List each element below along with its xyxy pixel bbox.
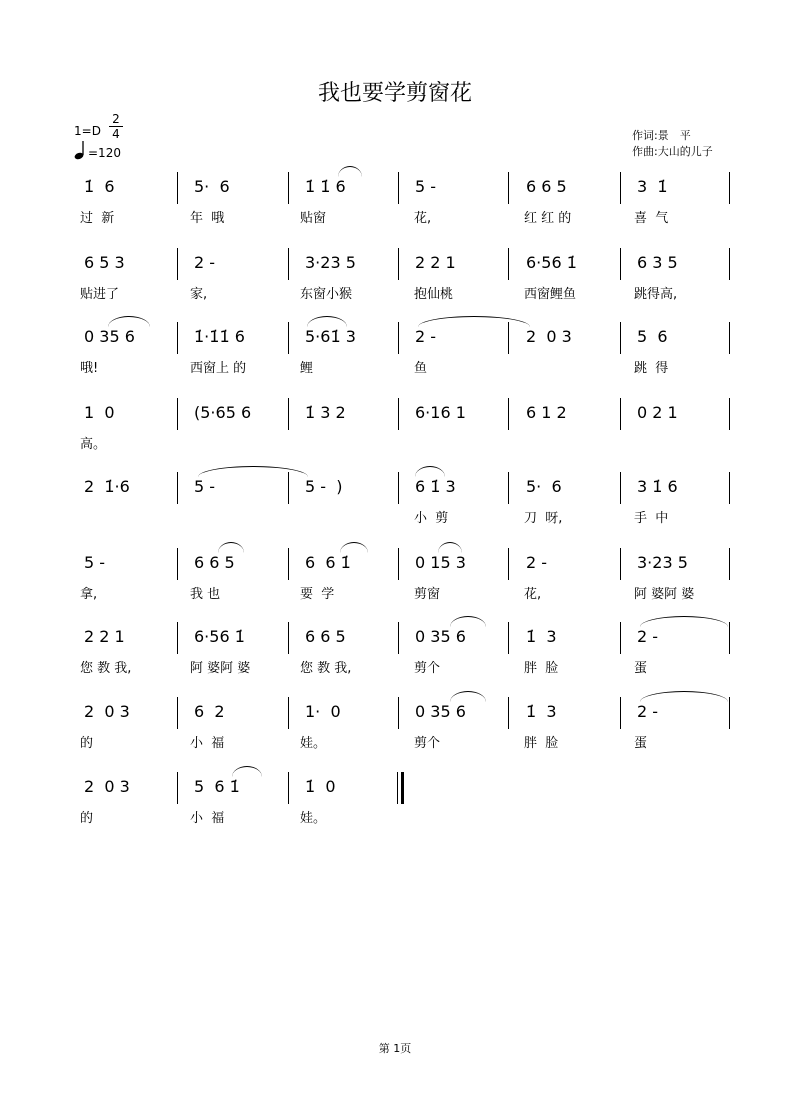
barline (177, 248, 178, 280)
barline (508, 548, 509, 580)
slur-arc (450, 691, 486, 702)
measure-notes: 2 - (637, 627, 659, 646)
barline (508, 398, 509, 430)
measure-notes: 2 1̇·6 (84, 477, 130, 496)
lyric-text: 胖 脸 (524, 736, 559, 751)
measure-notes: 3·23 5 (305, 253, 356, 272)
time-signature-top: 2 (112, 112, 120, 126)
barline (177, 772, 178, 804)
lyric-text: 贴窗 (300, 211, 327, 226)
barline (177, 622, 178, 654)
quarter-note-icon (74, 140, 88, 160)
measure-notes: 1̇ 3 (526, 702, 557, 721)
measure-notes: 5· 6 (194, 177, 230, 196)
measure-notes: 2 0 3 (526, 327, 572, 346)
measure-notes: 0 2 1 (637, 403, 678, 422)
barline (729, 548, 730, 580)
slur-arc (338, 166, 362, 177)
barline (288, 697, 289, 729)
page-number: 第 1页 (378, 1042, 412, 1055)
barline (398, 697, 399, 729)
final-barline-thin (397, 772, 398, 804)
lyric-text: 胖 脸 (524, 661, 559, 676)
lyric-text: 抱仙桃 (414, 287, 454, 302)
measure-notes: 6 3 5 (637, 253, 678, 272)
barline (398, 248, 399, 280)
lyric-text: 剪个 (414, 736, 441, 751)
measure-notes: 6·56 1̇ (526, 253, 577, 272)
barline (729, 248, 730, 280)
score-row (0, 548, 790, 618)
measure-notes: 1 0 (84, 403, 115, 422)
lyric-text: 要 学 (300, 587, 335, 602)
lyric-text: 您 教 我, (80, 661, 132, 676)
measure-notes: 6 1̇ 3 (415, 477, 456, 496)
measure-notes: 5 - (84, 553, 106, 572)
slur-arc (218, 542, 244, 553)
barline (729, 472, 730, 504)
measure-notes: 6 6 5 (305, 627, 346, 646)
final-barline-thick (401, 772, 404, 804)
lyric-text: 蛋 (634, 661, 648, 676)
barline (620, 172, 621, 204)
slur-arc (232, 766, 262, 777)
lyric-text: 剪窗 (414, 587, 441, 602)
lyric-text: 鲤 (300, 361, 314, 376)
measure-notes: 6·56 1̇ (194, 627, 245, 646)
lyric-text: 跳得高, (634, 287, 678, 302)
measure-notes: 2 - (526, 553, 548, 572)
barline (729, 398, 730, 430)
lyric-text: 红 红 的 (524, 211, 572, 226)
barline (508, 622, 509, 654)
lyric-text: 西窗鲤鱼 (524, 287, 577, 302)
barline (177, 472, 178, 504)
measure-notes: 5 - ) (305, 477, 343, 496)
lyric-text: 小 福 (190, 736, 225, 751)
tempo-value: =120 (88, 146, 121, 160)
lyric-text: 花, (414, 211, 432, 226)
lyric-text: 贴进了 (80, 287, 120, 302)
slur-arc (340, 542, 368, 553)
barline (177, 697, 178, 729)
barline (508, 472, 509, 504)
measure-notes: 6 5 3 (84, 253, 125, 272)
lyric-text: 手 中 (634, 511, 669, 526)
barline (508, 248, 509, 280)
lyric-text: 的 (80, 736, 94, 751)
measure-notes: 0 35 6 (415, 702, 466, 721)
barline (398, 398, 399, 430)
lyric-text: 娃。 (300, 736, 327, 751)
lyric-text: 我 也 (190, 587, 221, 602)
barline (288, 622, 289, 654)
lyric-text: 拿, (80, 587, 98, 602)
barline (398, 172, 399, 204)
measure-notes: 1̇ 6 (84, 177, 115, 196)
barline (620, 472, 621, 504)
lyric-text: 哦! (80, 361, 99, 376)
lyricist-credit: 作词:景 平 (632, 129, 691, 142)
barline (620, 697, 621, 729)
barline (508, 172, 509, 204)
lyric-text: 刀 呀, (524, 511, 563, 526)
measure-notes: 6 6 5 (526, 177, 567, 196)
measure-notes: 5· 6 (526, 477, 562, 496)
measure-notes: 1· 0 (305, 702, 341, 721)
barline (177, 398, 178, 430)
barline (288, 398, 289, 430)
lyric-text: 年 哦 (190, 211, 225, 226)
lyric-text: 剪个 (414, 661, 441, 676)
lyric-text: 东窗小猴 (300, 287, 353, 302)
measure-notes: 5 - (415, 177, 437, 196)
score-row (0, 172, 790, 242)
barline (288, 772, 289, 804)
barline (288, 322, 289, 354)
barline (398, 322, 399, 354)
barline (398, 548, 399, 580)
score-row (0, 398, 790, 468)
measure-notes: 3 1̇ (637, 177, 668, 196)
lyric-text: 小 福 (190, 811, 225, 826)
lyric-text: 花, (524, 587, 542, 602)
slur-arc (438, 542, 462, 553)
barline (288, 548, 289, 580)
measure-notes: (5·65 6 (194, 403, 252, 422)
lyric-text: 跳 得 (634, 361, 669, 376)
measure-notes: 1̇ 1̇ 6 (305, 177, 346, 196)
barline (177, 172, 178, 204)
score-row (0, 772, 790, 842)
credits (632, 128, 713, 160)
lyric-text: 阿 婆阿 婆 (634, 587, 695, 602)
measure-notes: 3 1̇ 6 (637, 477, 678, 496)
lyric-text: 阿 婆阿 婆 (190, 661, 251, 676)
score-row (0, 622, 790, 692)
lyric-text: 鱼 (414, 361, 428, 376)
barline (620, 548, 621, 580)
barline (288, 172, 289, 204)
measure-notes: 2 2 1 (415, 253, 456, 272)
measure-notes: 1̇ 3 (526, 627, 557, 646)
barline (620, 398, 621, 430)
measure-notes: 5 6 1̇ (194, 777, 240, 796)
time-signature (109, 113, 123, 140)
lyric-text: 过 新 (80, 211, 115, 226)
measure-notes: 1̇ 0 (305, 777, 336, 796)
measure-notes: 5·61̇ 3 (305, 327, 356, 346)
lyric-text: 蛋 (634, 736, 648, 751)
measure-notes: 2 - (415, 327, 437, 346)
measure-notes: 1̇ 3 2 (305, 403, 346, 422)
measure-notes: 0 35 6 (415, 627, 466, 646)
barline (288, 248, 289, 280)
measure-notes: 3·23 5 (637, 553, 688, 572)
measure-notes: 2 2 1 (84, 627, 125, 646)
lyric-text: 高。 (80, 437, 107, 452)
lyric-text: 的 (80, 811, 94, 826)
barline (398, 622, 399, 654)
barline (729, 172, 730, 204)
measure-notes: 2 0 3 (84, 777, 130, 796)
measure-notes: 6·16 1 (415, 403, 466, 422)
lyric-text: 喜 气 (634, 211, 669, 226)
barline (620, 322, 621, 354)
measure-notes: 1̇·1̇1̇ 6 (194, 327, 245, 346)
measure-notes: 2 - (194, 253, 216, 272)
measure-notes: 5 - (194, 477, 216, 496)
barline (398, 472, 399, 504)
song-title: 我也要学剪窗花 (317, 81, 472, 106)
lyric-text: 家, (190, 287, 208, 302)
measure-notes: 6 1 2 (526, 403, 567, 422)
tempo-marking (74, 140, 121, 160)
composer-credit: 作曲:大山的儿子 (632, 145, 713, 158)
measure-notes: 2 0 3 (84, 702, 130, 721)
score-row (0, 322, 790, 392)
measure-notes: 6 6 1̇ (305, 553, 351, 572)
key-signature: 1=D (74, 124, 101, 138)
barline (177, 322, 178, 354)
barline (729, 322, 730, 354)
barline (177, 548, 178, 580)
score-row (0, 248, 790, 318)
lyric-text: 小 剪 (414, 511, 449, 526)
slur-arc (640, 691, 728, 702)
measure-notes: 0 15 3 (415, 553, 466, 572)
barline (620, 248, 621, 280)
barline (620, 622, 621, 654)
lyric-text: 您 教 我, (300, 661, 352, 676)
measure-notes: 6 6 5 (194, 553, 235, 572)
measure-notes: 0 35 6 (84, 327, 135, 346)
barline (508, 697, 509, 729)
barline (729, 622, 730, 654)
time-signature-bottom: 4 (112, 127, 120, 141)
score-row (0, 472, 790, 542)
measure-notes: 2 - (637, 702, 659, 721)
measure-notes: 5 6 (637, 327, 668, 346)
lyric-text: 娃。 (300, 811, 327, 826)
measure-notes: 6 2 (194, 702, 225, 721)
barline (729, 697, 730, 729)
lyric-text: 西窗上 的 (190, 361, 247, 376)
score-row (0, 697, 790, 767)
